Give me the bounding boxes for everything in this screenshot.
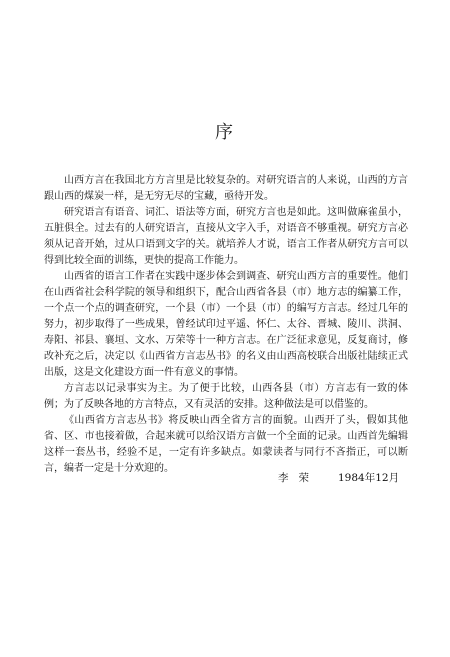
signature-date: 1984年12月 [338,472,400,484]
paragraph-5: 《山西省方言志丛书》将反映山西全省方言的面貌。山西开了头，假如其他省、区、市也接着做，合起来就可以给汉语方言做一个全面的记录。山西首先编辑这样一套丛书，经验不足，一定有许多缺点。如蒙读者与同行不吝指正，可以断言，编者一定是十分欢迎的。 [44,415,408,474]
signature-line [0,470,450,488]
paragraph-4: 方言志以记录事实为主。为了便于比较，山西各县（市）方言志有一致的体例；为了反映各地的方言特点，又有灵活的安排。这种做法是可以借鉴的。 [44,383,408,410]
document-title: 序 [215,122,235,143]
paragraph-2: 研究语言有语音、词汇、语法等方面，研究方言也是如此。这叫做麻雀虽小，五脏俱全。过去有的人研究语言，直接从文字入手，对语音不够重视。研究方言必须从记音开始，过从口语到文字的关。就培养人才说，语言工作者从研究方言可以得到比较全面的训练，更快的提高工作能力。 [44,207,408,266]
signature-author: 李荣 [278,472,319,484]
document-body [44,173,408,477]
paragraph-3: 山西省的语言工作者在实践中逐步体会到调查、研究山西方言的重要性。他们在山西省社会科学院的领导和组织下，配合山西省各县（市）地方志的编纂工作，一个点一个点的调查研究，一个县（市）一个县（市）的编写方言志。经过几年的努力，初步取得了一些成果，曾经试印过平遥、怀仁、太谷、晋城、陵川、洪洞、寿阳、祁县、襄垣、文水、万荣等十一种方言志。在广泛征求意见，反复商讨，修改补充之后，决定以《山西省方言志丛书》的名义由山西高校联合出版社陆续正式出版，这是文化建设方面一件有意义的事情。 [44,271,408,378]
paragraph-1: 山西方言在我国北方方言里是比较复杂的。对研究语言的人来说，山西的方言跟山西的煤炭一样，是无穷无尽的宝藏，亟待开发。 [44,175,408,202]
